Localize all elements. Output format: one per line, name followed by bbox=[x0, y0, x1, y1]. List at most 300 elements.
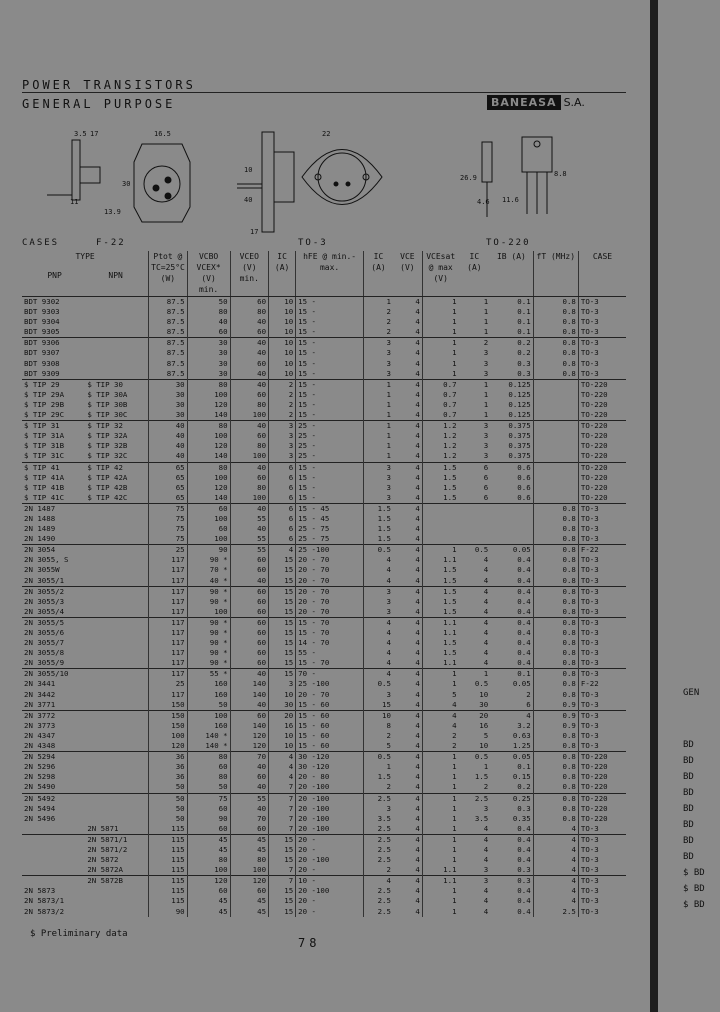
cell-vcbo: 100 bbox=[187, 710, 230, 721]
case-to220: TO-220 bbox=[486, 238, 531, 248]
cell-ic2: 10 bbox=[364, 710, 393, 721]
cell-hfe: 20 - bbox=[296, 865, 364, 876]
cell-ic3: 3 bbox=[483, 368, 489, 378]
cell-ft: 0.8 bbox=[533, 503, 578, 514]
right-margin-item: BD bbox=[683, 852, 694, 862]
cell-hfe: 20 - bbox=[296, 907, 364, 917]
cell-pnp: $ TIP 30B bbox=[87, 399, 128, 409]
table-row bbox=[22, 669, 626, 680]
cell-p: 117 bbox=[149, 555, 187, 565]
cell-ft: 0.8 bbox=[533, 607, 578, 618]
cell-ic2: 1.5 bbox=[364, 534, 393, 545]
cell-p: 115 bbox=[149, 896, 187, 906]
cell-npn: 2N 3055/3 bbox=[24, 596, 65, 606]
cell-case: TO-3 bbox=[578, 348, 626, 358]
cell-ic3: 2 bbox=[459, 338, 491, 349]
cell-pnp bbox=[85, 648, 148, 658]
cell-vcbo: 160 bbox=[187, 679, 230, 689]
cell-vcbo: 90 * bbox=[187, 638, 230, 648]
cell-ic3: 6 bbox=[459, 462, 491, 473]
to3-side-body bbox=[262, 132, 274, 232]
cell-pnp: 2N 5872 bbox=[87, 855, 119, 865]
cell-hfe: 25 - 75 bbox=[296, 534, 364, 545]
cell-ic3: 4 bbox=[483, 606, 489, 616]
cell-vceo: 140 bbox=[230, 721, 268, 731]
cell-p: 87.5 bbox=[149, 317, 187, 327]
cell-hfe: 15 - bbox=[296, 493, 364, 504]
table-row bbox=[22, 607, 626, 618]
cell-ib: 0.05 bbox=[512, 679, 531, 689]
cell-pnp: $ TIP 30 bbox=[85, 379, 148, 390]
cell-pnp bbox=[85, 721, 148, 731]
cell-p: 40 bbox=[149, 431, 187, 441]
cell-vceo: 40 bbox=[230, 576, 268, 587]
cell-vce: 4 bbox=[393, 503, 422, 514]
cell-vce: 4 bbox=[415, 327, 420, 337]
cell-vce: 4 bbox=[415, 472, 420, 482]
col-ib: IB (A) bbox=[490, 251, 533, 297]
cell-pnp: 2N 5871 bbox=[87, 823, 119, 833]
table-row bbox=[22, 441, 626, 451]
cell-ic3: 4 bbox=[483, 855, 489, 865]
cell-ic: 15 bbox=[269, 886, 296, 896]
cell-ft: 4 bbox=[533, 886, 578, 896]
cell-pnp: 2N 5872A bbox=[87, 865, 123, 875]
cell-vsat: 2 bbox=[422, 741, 458, 752]
cell-ic3: 3 bbox=[483, 803, 489, 813]
cell-ic: 3 bbox=[269, 679, 296, 689]
cell-pnp bbox=[85, 638, 148, 648]
cell-ib: 0.15 bbox=[512, 772, 531, 782]
cell-ft: 0.8 bbox=[533, 348, 578, 358]
cell-npn: 2N 3055/10 bbox=[22, 669, 85, 680]
col-ic3: IC (A) bbox=[459, 251, 491, 297]
dim-n: 4.6 bbox=[477, 198, 490, 206]
cell-hfe: 20 - 80 bbox=[296, 772, 364, 782]
dim-l: 8.8 bbox=[554, 170, 567, 178]
cell-hfe: 20 - bbox=[296, 896, 364, 906]
cell-ft: 0.9 bbox=[533, 710, 578, 721]
cell-vceo: 40 bbox=[230, 524, 268, 534]
cell-vsat bbox=[422, 514, 458, 524]
cell-vsat: 1.5 bbox=[422, 607, 458, 618]
cell-hfe: 20 - 70 bbox=[296, 576, 364, 587]
cell-case: TO-3 bbox=[578, 514, 626, 524]
cell-p: 115 bbox=[149, 834, 187, 845]
table-row bbox=[22, 514, 626, 524]
cell-vcbo: 120 bbox=[187, 483, 230, 493]
cell-vceo: 40 bbox=[230, 669, 268, 680]
cell-vsat: 4 bbox=[422, 700, 458, 711]
cell-ft: 0.8 bbox=[533, 597, 578, 607]
cell-hfe: 20 - 70 bbox=[296, 690, 364, 700]
cell-vce: 4 bbox=[415, 699, 420, 709]
brand-name: BANEASA bbox=[487, 95, 561, 110]
cell-vsat: 1 bbox=[422, 814, 458, 824]
table-row bbox=[22, 493, 626, 504]
cell-vce: 4 bbox=[415, 823, 420, 833]
cell-pnp: $ TIP 30A bbox=[87, 389, 128, 399]
cell-vceo: 80 bbox=[230, 483, 268, 493]
cell-pnp bbox=[85, 307, 148, 317]
cell-ib: 0.6 bbox=[517, 472, 531, 482]
cell-vce: 4 bbox=[415, 492, 420, 502]
cell-vce: 4 bbox=[393, 545, 422, 556]
cell-vceo: 40 bbox=[230, 421, 268, 432]
cell-ic2: 2.5 bbox=[364, 896, 393, 906]
cell-vceo: 70 bbox=[230, 752, 268, 763]
cell-ic: 6 bbox=[269, 524, 296, 534]
cell-pnp bbox=[85, 804, 148, 814]
cell-ic: 15 bbox=[269, 586, 296, 597]
cell-case: TO-3 bbox=[578, 731, 626, 741]
right-margin-item: $ BD bbox=[683, 868, 705, 878]
cell-vce: 4 bbox=[415, 358, 420, 368]
table-row bbox=[22, 534, 626, 545]
cell-case: TO-220 bbox=[578, 762, 626, 772]
cell-p: 75 bbox=[149, 524, 187, 534]
cell-ic3: 1.5 bbox=[474, 772, 489, 782]
cell-vce: 4 bbox=[415, 638, 420, 648]
cell-pnp: $ TIP 42B bbox=[87, 482, 128, 492]
cell-ib: 0.4 bbox=[517, 596, 531, 606]
cell-vcbo: 80 bbox=[187, 752, 230, 763]
cell-vceo: 60 bbox=[230, 824, 268, 835]
cell-ib: 0.05 bbox=[490, 545, 533, 556]
cell-ic: 10 bbox=[269, 690, 296, 700]
cell-npn: $ TIP 29A bbox=[24, 389, 65, 399]
cell-npn: 2N 3772 bbox=[22, 710, 85, 721]
cell-p: 115 bbox=[149, 845, 187, 855]
cell-ic2: 3 bbox=[364, 690, 393, 700]
cell-vsat: 1 bbox=[422, 834, 458, 845]
right-page-border bbox=[650, 0, 658, 1012]
cell-ic2: 2 bbox=[364, 317, 393, 327]
cases-label: CASES bbox=[22, 238, 60, 248]
cell-vce: 4 bbox=[415, 399, 420, 409]
cell-vce: 4 bbox=[415, 689, 420, 699]
cell-hfe: 10 - bbox=[296, 876, 364, 887]
cell-hfe: 20 - 70 bbox=[296, 586, 364, 597]
cell-case: TO-3 bbox=[578, 741, 626, 752]
cell-ib bbox=[490, 534, 533, 545]
cell-vceo: 60 bbox=[230, 648, 268, 658]
cell-p: 36 bbox=[149, 772, 187, 782]
cell-vsat: 1 bbox=[422, 545, 458, 556]
cell-vceo: 60 bbox=[230, 617, 268, 628]
cell-ft bbox=[533, 379, 578, 390]
cell-npn: 2N 5873/2 bbox=[24, 906, 65, 916]
cell-case: TO-3 bbox=[578, 896, 626, 906]
cell-ic2: 5 bbox=[364, 741, 393, 752]
cell-ic3: 1 bbox=[483, 327, 489, 337]
cell-npn: BDT 9309 bbox=[24, 368, 60, 378]
cell-p: 36 bbox=[149, 752, 187, 763]
cell-vce: 4 bbox=[415, 565, 420, 575]
cell-ic: 30 bbox=[269, 700, 296, 711]
cell-ic3: 4 bbox=[459, 617, 491, 628]
cell-ic3: 3 bbox=[483, 348, 489, 358]
cell-ic3: 3 bbox=[483, 451, 489, 461]
cell-case: TO-220 bbox=[578, 752, 626, 763]
cell-ft: 0.8 bbox=[533, 669, 578, 680]
cell-ic3 bbox=[459, 524, 491, 534]
cell-p: 117 bbox=[149, 565, 187, 575]
table-row bbox=[22, 876, 626, 887]
cell-ic3: 6 bbox=[483, 482, 489, 492]
cell-ib: 0.6 bbox=[490, 462, 533, 473]
cell-hfe: 15 - bbox=[296, 348, 364, 358]
cell-vceo: 60 bbox=[230, 359, 268, 369]
cell-case: TO-3 bbox=[578, 690, 626, 700]
cell-ic2: 3.5 bbox=[364, 814, 393, 824]
cell-pnp bbox=[85, 514, 148, 524]
cell-vceo: 40 bbox=[230, 317, 268, 327]
cell-ic: 15 bbox=[269, 907, 296, 917]
cell-p: 65 bbox=[149, 473, 187, 483]
table-row bbox=[22, 410, 626, 421]
cell-ic2: 1 bbox=[364, 421, 393, 432]
cell-ic2: 0.5 bbox=[364, 545, 393, 556]
cell-ic3: 4 bbox=[483, 648, 489, 658]
brand-logo bbox=[487, 93, 585, 111]
right-margin-item: $ BD bbox=[683, 884, 705, 894]
cell-ic: 15 bbox=[269, 896, 296, 906]
table-row bbox=[22, 721, 626, 731]
cell-vce: 4 bbox=[415, 741, 420, 751]
cell-hfe: 20 -100 bbox=[296, 855, 364, 865]
cell-case: TO-3 bbox=[578, 317, 626, 327]
table-row bbox=[22, 451, 626, 462]
cell-ib: 0.3 bbox=[517, 803, 531, 813]
cell-vceo: 60 bbox=[230, 390, 268, 400]
cell-vce: 4 bbox=[393, 462, 422, 473]
table-row bbox=[22, 710, 626, 721]
cell-ib: 0.4 bbox=[517, 886, 531, 896]
cell-p: 150 bbox=[149, 721, 187, 731]
cell-ic3: 3.5 bbox=[474, 813, 489, 823]
cell-vcbo: 90 * bbox=[187, 586, 230, 597]
cell-vce: 4 bbox=[415, 513, 420, 523]
cell-npn: 2N 5296 bbox=[24, 762, 56, 772]
cell-npn: 2N 3055/8 bbox=[24, 648, 65, 658]
cell-ic: 20 bbox=[269, 710, 296, 721]
cell-pnp bbox=[85, 327, 148, 338]
cell-vce: 4 bbox=[415, 886, 420, 896]
cell-ib bbox=[490, 514, 533, 524]
cell-ft: 0.8 bbox=[533, 534, 578, 545]
cell-ic: 4 bbox=[269, 545, 296, 556]
cell-case: TO-220 bbox=[578, 493, 626, 504]
cell-ic: 10 bbox=[269, 338, 296, 349]
cell-ib: 0.35 bbox=[512, 813, 531, 823]
cell-vce: 4 bbox=[415, 906, 420, 916]
cell-vcbo: 160 bbox=[187, 721, 230, 731]
cell-ib: 0.4 bbox=[517, 906, 531, 916]
cell-vce: 4 bbox=[415, 389, 420, 399]
cell-vsat: 1.2 bbox=[422, 431, 458, 441]
cell-ib: 0.3 bbox=[517, 368, 531, 378]
cell-ic3: 6 bbox=[483, 492, 489, 502]
cell-hfe: 20 - 70 bbox=[296, 597, 364, 607]
cell-npn: 2N 5492 bbox=[22, 793, 85, 804]
cell-ic: 3 bbox=[269, 431, 296, 441]
cell-hfe: 25 - bbox=[296, 421, 364, 432]
cell-vceo: 40 bbox=[230, 782, 268, 793]
cell-npn bbox=[22, 865, 85, 876]
cell-vsat: 1.1 bbox=[422, 865, 458, 876]
table-row bbox=[22, 565, 626, 575]
cell-vcbo: 70 * bbox=[187, 565, 230, 575]
table-row bbox=[22, 700, 626, 711]
cell-ft: 0.8 bbox=[533, 638, 578, 648]
cell-ib: 0.4 bbox=[517, 896, 531, 906]
table-row bbox=[22, 834, 626, 845]
cell-case: TO-3 bbox=[578, 648, 626, 658]
cell-vcbo: 140 bbox=[187, 410, 230, 421]
cell-ib: 0.4 bbox=[517, 844, 531, 854]
to220-front-body bbox=[522, 137, 552, 172]
cell-pnp bbox=[85, 545, 148, 556]
table-row bbox=[22, 782, 626, 793]
table-row bbox=[22, 524, 626, 534]
cell-ib: 0.4 bbox=[517, 658, 531, 668]
right-margin-item: BD bbox=[683, 740, 694, 750]
cell-pnp bbox=[85, 597, 148, 607]
cell-p: 25 bbox=[149, 545, 187, 556]
cell-vceo: 40 bbox=[230, 379, 268, 390]
cell-vsat: 1.5 bbox=[422, 597, 458, 607]
cell-pnp bbox=[85, 503, 148, 514]
cell-vcbo: 50 bbox=[187, 297, 230, 308]
cell-ic: 3 bbox=[269, 451, 296, 462]
cell-vceo: 45 bbox=[230, 896, 268, 906]
cell-ib: 0.375 bbox=[508, 441, 531, 451]
cell-vsat: 1 bbox=[422, 327, 458, 338]
cell-npn: 2N 4348 bbox=[24, 741, 56, 751]
cell-vsat: 1.1 bbox=[422, 876, 458, 887]
cell-p: 65 bbox=[149, 462, 187, 473]
cell-ic2: 1.5 bbox=[364, 772, 393, 782]
cell-vce: 4 bbox=[415, 596, 420, 606]
cell-npn: BDT 9304 bbox=[24, 317, 60, 327]
cell-p: 117 bbox=[149, 638, 187, 648]
cell-ic: 10 bbox=[269, 348, 296, 358]
brand-suffix: S.A. bbox=[563, 95, 585, 109]
cell-ic: 15 bbox=[269, 555, 296, 565]
cell-p: 40 bbox=[149, 441, 187, 451]
cell-vceo: 40 bbox=[230, 348, 268, 358]
cell-npn: 2N 5873/1 bbox=[24, 896, 65, 906]
cell-ib: 0.1 bbox=[517, 762, 531, 772]
cell-hfe: 15 - bbox=[296, 327, 364, 338]
cell-ft: 4 bbox=[533, 896, 578, 906]
cell-case: TO-3 bbox=[578, 297, 626, 308]
table-row bbox=[22, 576, 626, 587]
table-row bbox=[22, 638, 626, 648]
cell-p: 117 bbox=[149, 658, 187, 669]
table-row bbox=[22, 297, 626, 308]
cell-vcbo: 80 bbox=[187, 421, 230, 432]
cell-ft: 0.8 bbox=[533, 731, 578, 741]
cell-ic3: 4 bbox=[459, 834, 491, 845]
cell-ic3: 3 bbox=[483, 441, 489, 451]
cell-npn: 2N 3441 bbox=[24, 679, 56, 689]
cell-p: 30 bbox=[149, 379, 187, 390]
cell-ic3: 4 bbox=[483, 638, 489, 648]
cell-ic2: 2 bbox=[364, 731, 393, 741]
cell-ic: 15 bbox=[269, 834, 296, 845]
cell-vsat: 1 bbox=[422, 348, 458, 358]
dim-a: 3.5 bbox=[74, 130, 87, 138]
cell-ic2: 1 bbox=[364, 400, 393, 410]
cell-ft: 0.8 bbox=[533, 545, 578, 556]
cell-ft bbox=[533, 400, 578, 410]
cell-ic3: 4 bbox=[483, 658, 489, 668]
cell-p: 90 bbox=[149, 907, 187, 917]
cell-hfe: 15 - bbox=[296, 462, 364, 473]
cell-ic2: 3 bbox=[364, 607, 393, 618]
cell-ic3: 1 bbox=[483, 762, 489, 772]
table-row bbox=[22, 586, 626, 597]
cell-ib: 2 bbox=[526, 689, 531, 699]
right-margin-item: BD bbox=[683, 836, 694, 846]
cell-ib: 0.2 bbox=[490, 338, 533, 349]
cell-ic3: 4 bbox=[459, 586, 491, 597]
cell-vce: 4 bbox=[415, 896, 420, 906]
cell-vcbo: 100 bbox=[187, 865, 230, 876]
cell-ic3: 20 bbox=[459, 710, 491, 721]
cell-vce: 4 bbox=[415, 648, 420, 658]
cell-p: 65 bbox=[149, 483, 187, 493]
cell-npn: BDT 9305 bbox=[24, 327, 60, 337]
table-row bbox=[22, 359, 626, 369]
cell-ic3: 4 bbox=[483, 565, 489, 575]
cell-ic2: 1 bbox=[364, 297, 393, 308]
cell-vceo: 100 bbox=[230, 410, 268, 421]
table-row bbox=[22, 814, 626, 824]
cell-case: TO-220 bbox=[578, 814, 626, 824]
cell-vce: 4 bbox=[415, 368, 420, 378]
cell-hfe: 15 - 70 bbox=[296, 658, 364, 669]
cell-npn: 2N 3055, S bbox=[24, 555, 69, 565]
cell-ib: 1.25 bbox=[512, 741, 531, 751]
cell-case: TO-220 bbox=[578, 462, 626, 473]
cell-case: TO-3 bbox=[578, 607, 626, 618]
right-margin-item: BD bbox=[683, 804, 694, 814]
cell-vcbo: 45 bbox=[187, 907, 230, 917]
cell-pnp bbox=[85, 907, 148, 917]
cell-ic: 2 bbox=[269, 400, 296, 410]
cell-ic2: 4 bbox=[364, 617, 393, 628]
cell-npn: BDT 9307 bbox=[24, 348, 60, 358]
table-row bbox=[22, 462, 626, 473]
cell-ib: 0.125 bbox=[508, 389, 531, 399]
cell-ft: 0.8 bbox=[533, 327, 578, 338]
cell-vceo: 100 bbox=[230, 865, 268, 876]
cell-npn: 2N 3055W bbox=[24, 565, 60, 575]
cell-ic2: 2 bbox=[364, 307, 393, 317]
cell-ft bbox=[533, 390, 578, 400]
cell-ib: 0.4 bbox=[517, 565, 531, 575]
cell-ib: 3.2 bbox=[517, 720, 531, 730]
cell-vsat: 1 bbox=[422, 369, 458, 380]
cell-vceo: 100 bbox=[230, 451, 268, 462]
cell-vsat: 1.5 bbox=[422, 586, 458, 597]
cell-npn: 2N 1490 bbox=[24, 534, 56, 544]
cell-hfe: 20 -100 bbox=[296, 824, 364, 835]
cell-ft: 0.8 bbox=[533, 369, 578, 380]
